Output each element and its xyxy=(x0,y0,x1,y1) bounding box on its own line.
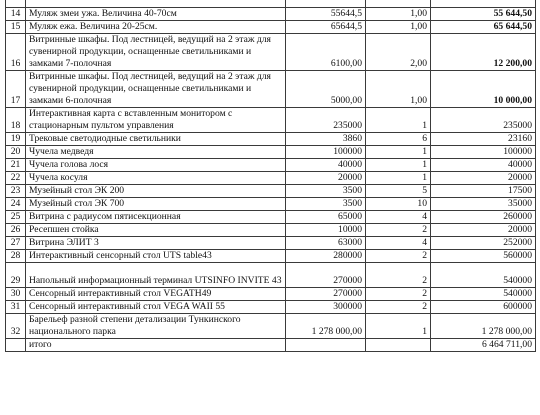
item-name: Витрина ЭЛИТ 3 xyxy=(26,237,286,250)
item-quantity: 2 xyxy=(366,250,431,263)
item-price: 5000,00 xyxy=(286,71,366,108)
item-total: 540000 xyxy=(431,263,536,288)
row-number: 22 xyxy=(6,172,26,185)
item-price: 6100,00 xyxy=(286,34,366,71)
item-name: Музейный стол ЭК 200 xyxy=(26,185,286,198)
item-name: Напольный информационный терминал UTSINFO INVITE 43 xyxy=(26,263,286,288)
row-number: 26 xyxy=(6,224,26,237)
row-number: 23 xyxy=(6,185,26,198)
estimate-table xyxy=(5,0,536,352)
item-name: Музейный стол ЭК 700 xyxy=(26,198,286,211)
row-number: 30 xyxy=(6,288,26,301)
item-quantity: 2 xyxy=(366,263,431,288)
item-name: Витрина с радиусом пятисекционная xyxy=(26,211,286,224)
item-name: Трековые светодиодные светильники xyxy=(26,133,286,146)
row-number xyxy=(6,0,26,8)
item-price xyxy=(286,339,366,352)
item-name: Сенсорный интерактивный стол VEGA WAII 55 xyxy=(26,301,286,314)
item-name: Муляж змеи ужа. Величина 40-70см xyxy=(26,8,286,21)
item-name: Витринные шкафы. Под лестницей, ведущий на 2 этаж для сувенирной продукции, оснащенные светильниками и замками 6-полочная xyxy=(26,71,286,108)
item-total: 20000 xyxy=(431,224,536,237)
item-name: итого xyxy=(26,339,286,352)
row-number: 17 xyxy=(6,71,26,108)
item-total: 540000 xyxy=(431,288,536,301)
item-quantity: 1 xyxy=(366,314,431,339)
row-number: 18 xyxy=(6,108,26,133)
item-quantity: 1 xyxy=(366,146,431,159)
item-price: 63000 xyxy=(286,237,366,250)
item-name: Сенсорный интерактивный стол VEGATH49 xyxy=(26,288,286,301)
table-row xyxy=(6,314,536,339)
item-quantity: 10 xyxy=(366,198,431,211)
table-row xyxy=(6,159,536,172)
item-name: Барельеф разной степени детализации Тункинского национального парка xyxy=(26,314,286,339)
item-total: 23160 xyxy=(431,133,536,146)
item-name: Витринные шкафы. Под лестницей, ведущий на 2 этаж для сувенирной продукции, оснащенные светильниками и замками 7-полочная xyxy=(26,34,286,71)
table-row xyxy=(6,198,536,211)
table-row xyxy=(6,108,536,133)
item-quantity: 2,00 xyxy=(366,34,431,71)
table-row xyxy=(6,146,536,159)
row-number: 32 xyxy=(6,314,26,339)
item-quantity: 1,00 xyxy=(366,8,431,21)
item-quantity: 4 xyxy=(366,237,431,250)
item-total: 100000 xyxy=(431,146,536,159)
item-total: 252000 xyxy=(431,237,536,250)
item-total: 560000 xyxy=(431,250,536,263)
item-price: 40000 xyxy=(286,159,366,172)
table-row xyxy=(6,172,536,185)
item-price: 3500 xyxy=(286,198,366,211)
item-quantity: 2 xyxy=(366,224,431,237)
item-price: 20000 xyxy=(286,172,366,185)
item-price: 3860 xyxy=(286,133,366,146)
table-row xyxy=(6,250,536,263)
item-total: 65 644,50 xyxy=(431,21,536,34)
item-name: Муляж ежа. Величина 20-25см. xyxy=(26,21,286,34)
item-quantity: 2 xyxy=(366,301,431,314)
item-quantity: 1 xyxy=(366,108,431,133)
item-quantity: 1 xyxy=(366,172,431,185)
table-row xyxy=(6,185,536,198)
item-price: 10000 xyxy=(286,224,366,237)
table-row xyxy=(6,237,536,250)
table-row xyxy=(6,0,536,8)
table-row xyxy=(6,263,536,288)
table-row xyxy=(6,8,536,21)
row-number: 21 xyxy=(6,159,26,172)
item-price: 65000 xyxy=(286,211,366,224)
table-row xyxy=(6,133,536,146)
table-row xyxy=(6,34,536,71)
item-quantity xyxy=(366,339,431,352)
item-price: 3500 xyxy=(286,185,366,198)
item-price: 300000 xyxy=(286,301,366,314)
item-quantity: 1,00 xyxy=(366,21,431,34)
row-number xyxy=(6,339,26,352)
row-number: 31 xyxy=(6,301,26,314)
item-total: 17500 xyxy=(431,185,536,198)
row-number: 29 xyxy=(6,263,26,288)
item-name: Интерактивная карта с вставленным монитором с стационарным пультом управления xyxy=(26,108,286,133)
row-number: 14 xyxy=(6,8,26,21)
row-number: 27 xyxy=(6,237,26,250)
item-price: 1 278 000,00 xyxy=(286,314,366,339)
item-price: 65644,5 xyxy=(286,21,366,34)
item-total xyxy=(431,0,536,8)
item-total: 10 000,00 xyxy=(431,71,536,108)
estimate-rows xyxy=(6,0,536,352)
item-price: 55644,5 xyxy=(286,8,366,21)
row-number: 20 xyxy=(6,146,26,159)
item-price: 280000 xyxy=(286,250,366,263)
table-row xyxy=(6,21,536,34)
table-row xyxy=(6,301,536,314)
table-row xyxy=(6,224,536,237)
table-row xyxy=(6,211,536,224)
item-quantity: 1 xyxy=(366,159,431,172)
item-quantity: 1,00 xyxy=(366,71,431,108)
item-price: 100000 xyxy=(286,146,366,159)
item-total: 6 464 711,00 xyxy=(431,339,536,352)
row-number: 28 xyxy=(6,250,26,263)
item-quantity xyxy=(366,0,431,8)
row-number: 15 xyxy=(6,21,26,34)
table-row xyxy=(6,71,536,108)
item-total: 12 200,00 xyxy=(431,34,536,71)
item-quantity: 4 xyxy=(366,211,431,224)
row-number: 24 xyxy=(6,198,26,211)
row-number: 19 xyxy=(6,133,26,146)
item-quantity: 2 xyxy=(366,288,431,301)
item-name: Интерактивный сенсорный стол UTS table43 xyxy=(26,250,286,263)
item-name xyxy=(26,0,286,8)
item-total: 600000 xyxy=(431,301,536,314)
item-total: 20000 xyxy=(431,172,536,185)
item-name: Чучела косуля xyxy=(26,172,286,185)
item-price: 235000 xyxy=(286,108,366,133)
item-quantity: 5 xyxy=(366,185,431,198)
item-name: Чучела голова лося xyxy=(26,159,286,172)
item-quantity: 6 xyxy=(366,133,431,146)
item-name: Ресепшен стойка xyxy=(26,224,286,237)
item-total: 260000 xyxy=(431,211,536,224)
item-price: 270000 xyxy=(286,288,366,301)
table-row xyxy=(6,288,536,301)
item-name: Чучела медведя xyxy=(26,146,286,159)
row-number: 16 xyxy=(6,34,26,71)
item-price xyxy=(286,0,366,8)
item-total: 40000 xyxy=(431,159,536,172)
item-total: 35000 xyxy=(431,198,536,211)
item-total: 1 278 000,00 xyxy=(431,314,536,339)
row-number: 25 xyxy=(6,211,26,224)
total-row xyxy=(6,339,536,352)
item-price: 270000 xyxy=(286,263,366,288)
item-total: 235000 xyxy=(431,108,536,133)
item-total: 55 644,50 xyxy=(431,8,536,21)
